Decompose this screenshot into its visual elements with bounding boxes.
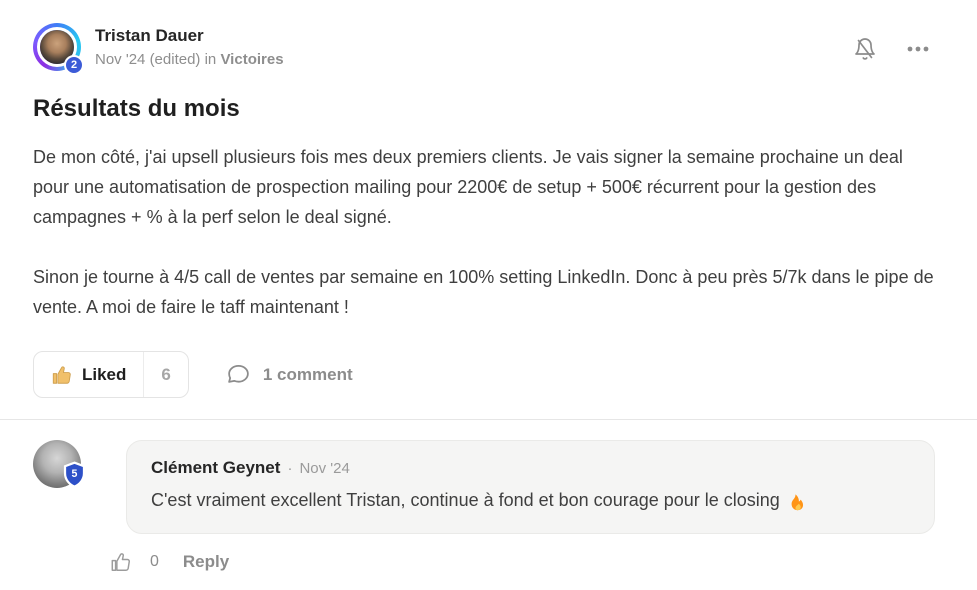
like-label: Liked bbox=[82, 364, 127, 384]
like-count[interactable]: 6 bbox=[143, 352, 187, 397]
engagement-bar bbox=[33, 351, 935, 398]
post-body bbox=[33, 142, 935, 322]
thumbs-up-outline-icon bbox=[110, 551, 132, 573]
post-options-button[interactable] bbox=[905, 36, 931, 62]
comment-count-label: 1 comment bbox=[262, 364, 353, 384]
notifications-muted-button[interactable] bbox=[853, 37, 877, 61]
like-button[interactable] bbox=[33, 351, 189, 398]
fire-emoji bbox=[788, 491, 807, 512]
comment-row bbox=[33, 440, 935, 534]
space-name[interactable]: Victoires bbox=[220, 51, 284, 68]
post-header bbox=[33, 23, 935, 71]
comment-date: Nov '24 bbox=[299, 460, 350, 477]
like-button-left[interactable] bbox=[34, 352, 143, 397]
comment-like-count: 0 bbox=[150, 553, 159, 570]
ellipsis-icon bbox=[905, 36, 931, 62]
post-title: Résultats du mois bbox=[33, 95, 240, 122]
author-block bbox=[33, 23, 284, 71]
comment-count-link[interactable] bbox=[226, 362, 353, 387]
section-divider bbox=[0, 419, 977, 420]
author-level-badge: 2 bbox=[64, 55, 84, 75]
commenter-avatar[interactable] bbox=[33, 440, 81, 488]
thumbs-up-icon bbox=[51, 364, 73, 386]
author-text bbox=[95, 23, 284, 71]
bell-slash-icon bbox=[853, 37, 877, 61]
comment-text: C'est vraiment excellent Tristan, continue à fond et bon courage pour le closing bbox=[151, 490, 780, 510]
commenter-level-badge bbox=[61, 461, 88, 495]
comment-separator: · bbox=[287, 460, 293, 477]
post-meta bbox=[95, 51, 284, 68]
in-label: in bbox=[204, 51, 217, 68]
comment-text-row bbox=[151, 487, 910, 514]
edited-label: (edited) bbox=[149, 51, 201, 68]
post-paragraph-2: Sinon je tourne à 4/5 call de ventes par semaine en 100% setting LinkedIn. Donc à peu près 5/7k dans le pipe de vente. A moi de faire le taff maintenant ! bbox=[33, 267, 934, 317]
author-name[interactable]: Tristan Dauer bbox=[95, 26, 204, 45]
author-avatar[interactable] bbox=[33, 23, 81, 71]
commenter-name[interactable]: Clément Geynet bbox=[151, 458, 281, 477]
comment-bubble-icon bbox=[226, 362, 251, 387]
post-date: Nov '24 bbox=[95, 51, 146, 68]
comment-bubble bbox=[126, 440, 935, 534]
reply-button[interactable]: Reply bbox=[182, 552, 230, 571]
post-paragraph-1: De mon côté, j'ai upsell plusieurs fois mes deux premiers clients. Je vais signer la semaine prochaine un deal pour une automatisation de prospection mailing pour 2200€ de setup + 500€ récurrent pour la gestion des campagnes + % à la perf selon le deal signé. bbox=[33, 147, 903, 227]
header-actions bbox=[853, 36, 935, 62]
comment-header bbox=[151, 458, 910, 478]
comment-actions bbox=[110, 551, 935, 573]
comment-like-button[interactable] bbox=[110, 551, 132, 573]
svg-text:5: 5 bbox=[71, 468, 78, 481]
